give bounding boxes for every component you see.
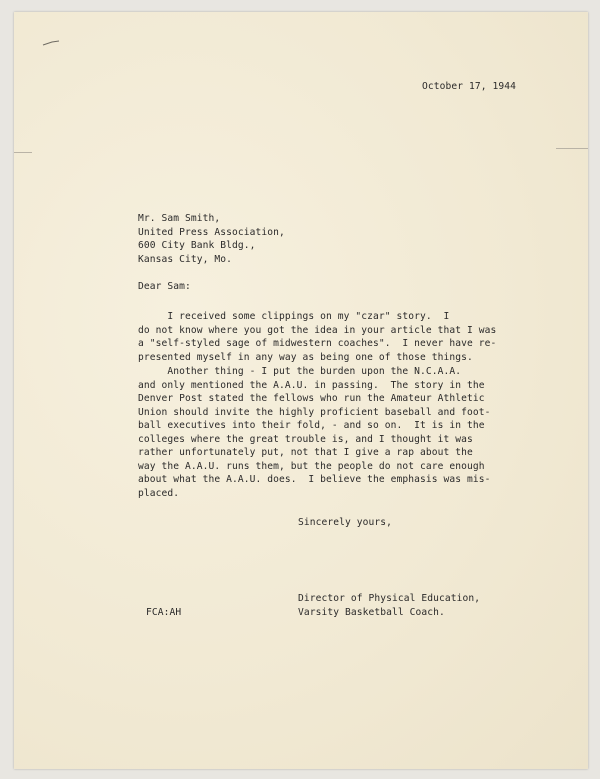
letter-date: October 17, 1944 — [422, 81, 517, 92]
body-line: I received some clippings on my "czar" story. I — [138, 311, 450, 322]
body-line: ball executives into their fold, - and so on. It is in the — [138, 420, 485, 431]
body-line: placed. — [138, 487, 180, 499]
recipient-address — [138, 212, 285, 266]
body-line: Another thing - I put the burden upon the N.C.A.A. — [138, 366, 462, 377]
body-line: a "self-styled sage of midwestern coaches". I never have re- — [138, 338, 497, 349]
recipient-line: 600 City Bank Bldg., — [138, 240, 256, 251]
body-line: way the A.A.U. runs them, but the people do not care enough — [138, 460, 485, 472]
body-line: and only mentioned the A.A.U. in passing. The story in the — [138, 379, 485, 391]
body-line: Denver Post stated the fellows who run the Amateur Athletic — [138, 393, 485, 404]
recipient-line: Kansas City, Mo. — [138, 253, 233, 265]
body-line: colleges where the great trouble is, and I thought it was — [138, 433, 473, 445]
body-line: rather unfortunately put, not that I give a rap about the — [138, 447, 473, 458]
pencil-mark-icon — [42, 40, 60, 46]
body-line: do not know where you got the idea in your article that I was — [138, 324, 497, 336]
signature-line: Director of Physical Education, — [298, 593, 481, 604]
salutation: Dear Sam: — [138, 281, 191, 292]
body-line: presented myself in any way as being one of those things. — [138, 351, 473, 363]
body-line: about what the A.A.U. does. I believe the emphasis was mis- — [138, 474, 491, 485]
fold-mark-right — [556, 148, 588, 149]
letter-page — [14, 12, 588, 769]
paragraph-1 — [138, 310, 496, 364]
reference-initials: FCA:AH — [146, 607, 182, 618]
recipient-line: United Press Association, — [138, 226, 285, 238]
closing: Sincerely yours, — [298, 517, 393, 528]
paragraph-2 — [138, 365, 491, 500]
recipient-line: Mr. Sam Smith, — [138, 213, 221, 224]
fold-mark-left — [14, 152, 32, 153]
signature-line: Varsity Basketball Coach. — [298, 606, 445, 618]
signature-title — [298, 592, 480, 619]
body-line: Union should invite the highly proficient baseball and foot- — [138, 406, 491, 418]
